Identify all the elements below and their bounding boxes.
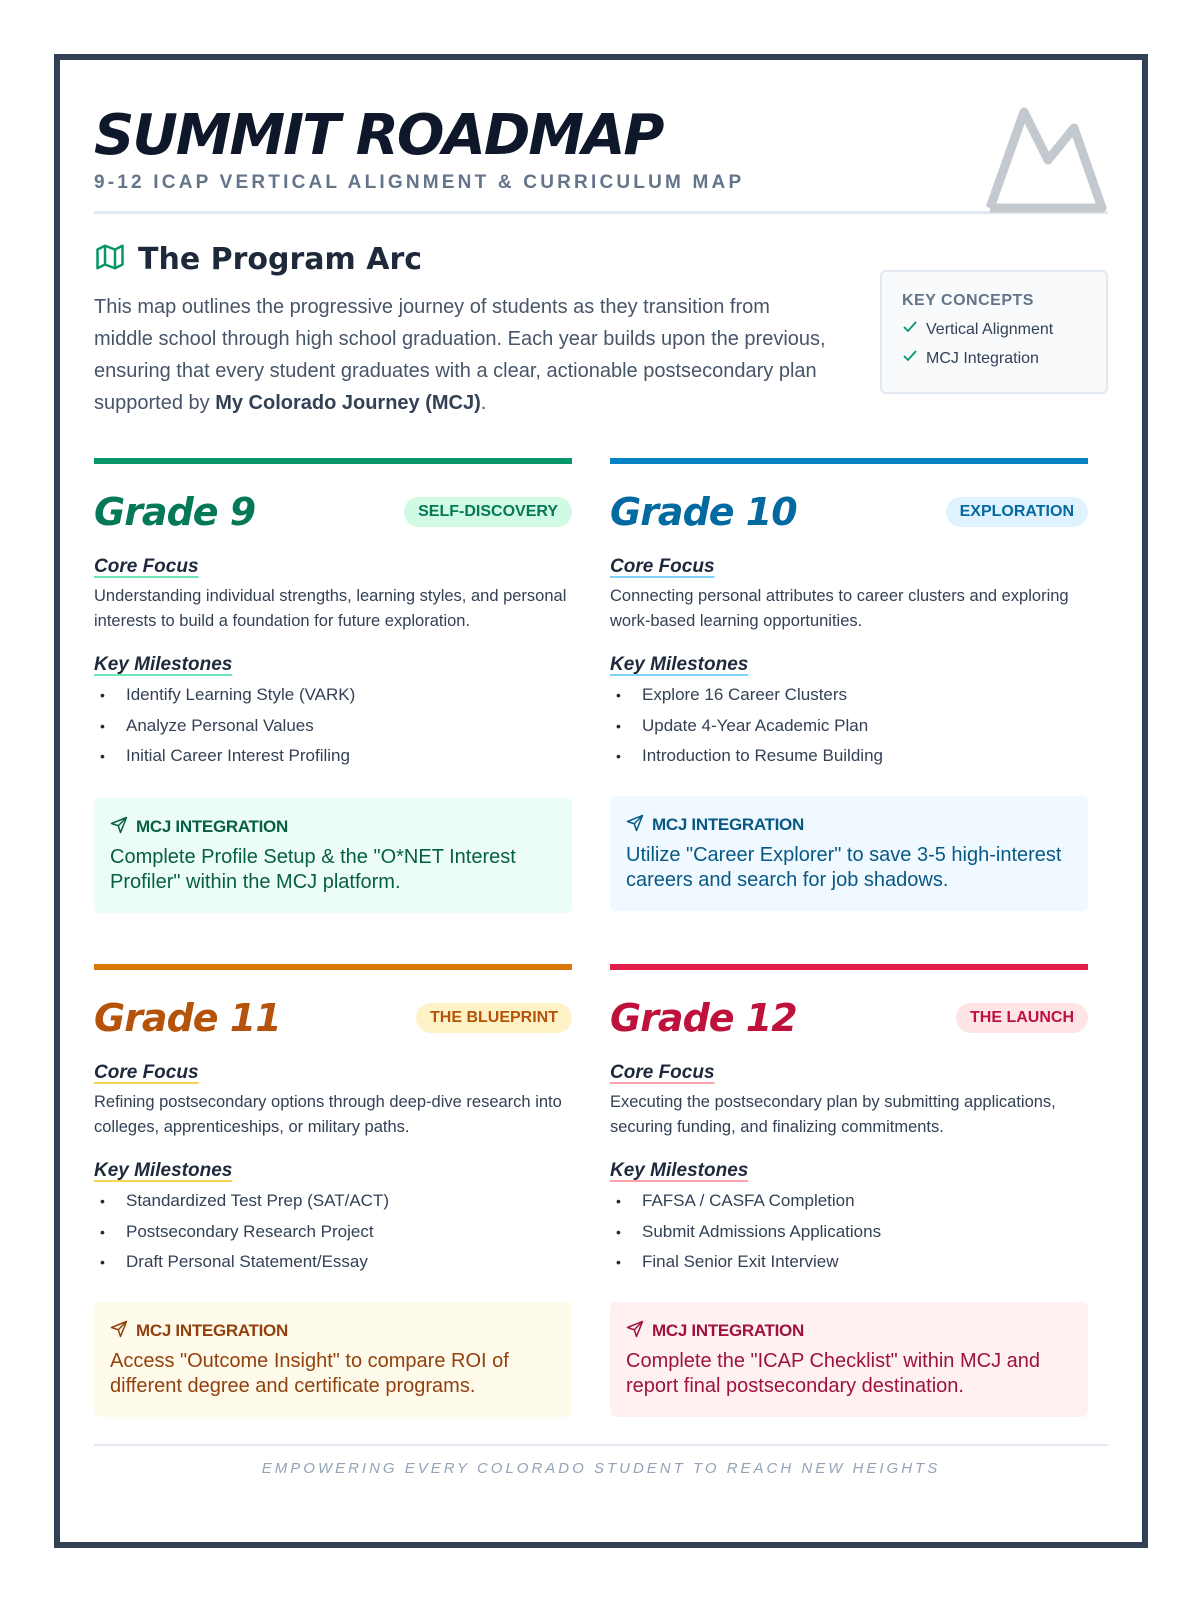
phase-badge: THE BLUEPRINT	[416, 1003, 572, 1033]
mcj-integration-box	[94, 1302, 572, 1417]
core-focus-text: Executing the postsecondary plan by submitting applications, securing funding, and finalizing commitments.	[610, 1093, 1056, 1136]
header	[94, 104, 1108, 214]
phase-badge: EXPLORATION	[946, 497, 1088, 527]
milestone-list	[94, 680, 572, 772]
arc-description: This map outlines the progressive journey of students as they transition from middle school through high school graduation. Each year builds upon the previous, ensuring that every student graduates with a clear, actionable postsecondary plan supported by My Colorado Journey (MCJ).	[94, 296, 826, 414]
footer-tagline: EMPOWERING EVERY COLORADO STUDENT TO REACH NEW HEIGHTS	[261, 1460, 941, 1477]
list-item: • Final Senior Exit Interview	[610, 1247, 1088, 1278]
grade-title: Grade 11	[94, 996, 281, 1040]
mcj-integration-box	[610, 1302, 1088, 1417]
mcj-integration-label: MCJ INTEGRATION	[136, 1321, 288, 1340]
document-frame	[54, 54, 1148, 1548]
phase-badge: SELF-DISCOVERY	[404, 497, 572, 527]
key-concept-item: MCJ Integration	[902, 349, 1086, 368]
phase-badge: THE LAUNCH	[956, 1003, 1088, 1033]
list-item: • Initial Career Interest Profiling	[94, 741, 572, 772]
list-item: • Identify Learning Style (VARK)	[94, 680, 572, 711]
mcj-integration-text: Complete the "ICAP Checklist" within MCJ and report final postsecondary destination.	[626, 1349, 1040, 1397]
grade-card-12	[610, 964, 1088, 1417]
list-item: • Update 4-Year Academic Plan	[610, 711, 1088, 742]
arc-title: The Program Arc	[138, 242, 423, 277]
key-concept-item: Vertical Alignment	[902, 320, 1086, 339]
milestone-list	[610, 1186, 1088, 1278]
key-milestones-label: Key Milestones	[610, 654, 749, 675]
list-item: • Postsecondary Research Project	[94, 1217, 572, 1248]
mountain-icon	[984, 104, 1108, 216]
send-icon	[626, 1320, 644, 1343]
mcj-integration-label: MCJ INTEGRATION	[652, 1321, 804, 1340]
send-icon	[110, 816, 128, 839]
mcj-integration-label: MCJ INTEGRATION	[136, 817, 288, 836]
core-focus-label: Core Focus	[94, 1062, 199, 1083]
core-focus-label: Core Focus	[610, 556, 715, 577]
mcj-integration-box	[610, 796, 1088, 911]
key-milestones-label: Key Milestones	[94, 654, 233, 675]
page-title: SUMMIT ROADMAP	[94, 103, 663, 168]
grade-card-10	[610, 458, 1088, 911]
key-concepts-box	[880, 270, 1108, 394]
mcj-integration-text: Complete Profile Setup & the "O*NET Interest Profiler" within the MCJ platform.	[110, 845, 516, 893]
grade-title: Grade 9	[94, 490, 256, 534]
send-icon	[626, 814, 644, 837]
key-milestones-label: Key Milestones	[94, 1160, 233, 1181]
list-item: • Submit Admissions Applications	[610, 1217, 1088, 1248]
footer-divider	[94, 1444, 1108, 1446]
core-focus-text: Understanding individual strengths, learning styles, and personal interests to build a foundation for future exploration.	[94, 587, 567, 630]
check-icon	[902, 320, 918, 339]
list-item: • Explore 16 Career Clusters	[610, 680, 1088, 711]
send-icon	[110, 1320, 128, 1343]
milestone-list	[94, 1186, 572, 1278]
mcj-integration-text: Utilize "Career Explorer" to save 3-5 high-interest careers and search for job shadows.	[626, 843, 1062, 891]
grade-card-9	[94, 458, 572, 913]
grade-title: Grade 10	[610, 490, 797, 534]
page-subtitle: 9-12 ICAP VERTICAL ALIGNMENT & CURRICULUM MAP	[94, 172, 745, 193]
key-milestones-label: Key Milestones	[610, 1160, 749, 1181]
mcj-integration-box	[94, 798, 572, 913]
key-concepts-title: KEY CONCEPTS	[902, 292, 1034, 309]
list-item: • Standardized Test Prep (SAT/ACT)	[94, 1186, 572, 1217]
mcj-integration-label: MCJ INTEGRATION	[652, 815, 804, 834]
core-focus-text: Refining postsecondary options through deep-dive research into colleges, apprenticeships, or military paths.	[94, 1093, 562, 1136]
core-focus-label: Core Focus	[94, 556, 199, 577]
check-icon	[902, 349, 918, 368]
list-item: • Analyze Personal Values	[94, 711, 572, 742]
core-focus-text: Connecting personal attributes to career clusters and exploring work-based learning opportunities.	[610, 587, 1069, 630]
list-item: • FAFSA / CASFA Completion	[610, 1186, 1088, 1217]
mcj-integration-text: Access "Outcome Insight" to compare ROI of different degree and certificate programs.	[110, 1349, 509, 1397]
grade-card-11	[94, 964, 572, 1417]
list-item: • Draft Personal Statement/Essay	[94, 1247, 572, 1278]
grade-title: Grade 12	[610, 996, 797, 1040]
core-focus-label: Core Focus	[610, 1062, 715, 1083]
list-item: • Introduction to Resume Building	[610, 741, 1088, 772]
map-icon	[94, 242, 126, 277]
milestone-list	[610, 680, 1088, 772]
program-arc	[94, 242, 834, 419]
